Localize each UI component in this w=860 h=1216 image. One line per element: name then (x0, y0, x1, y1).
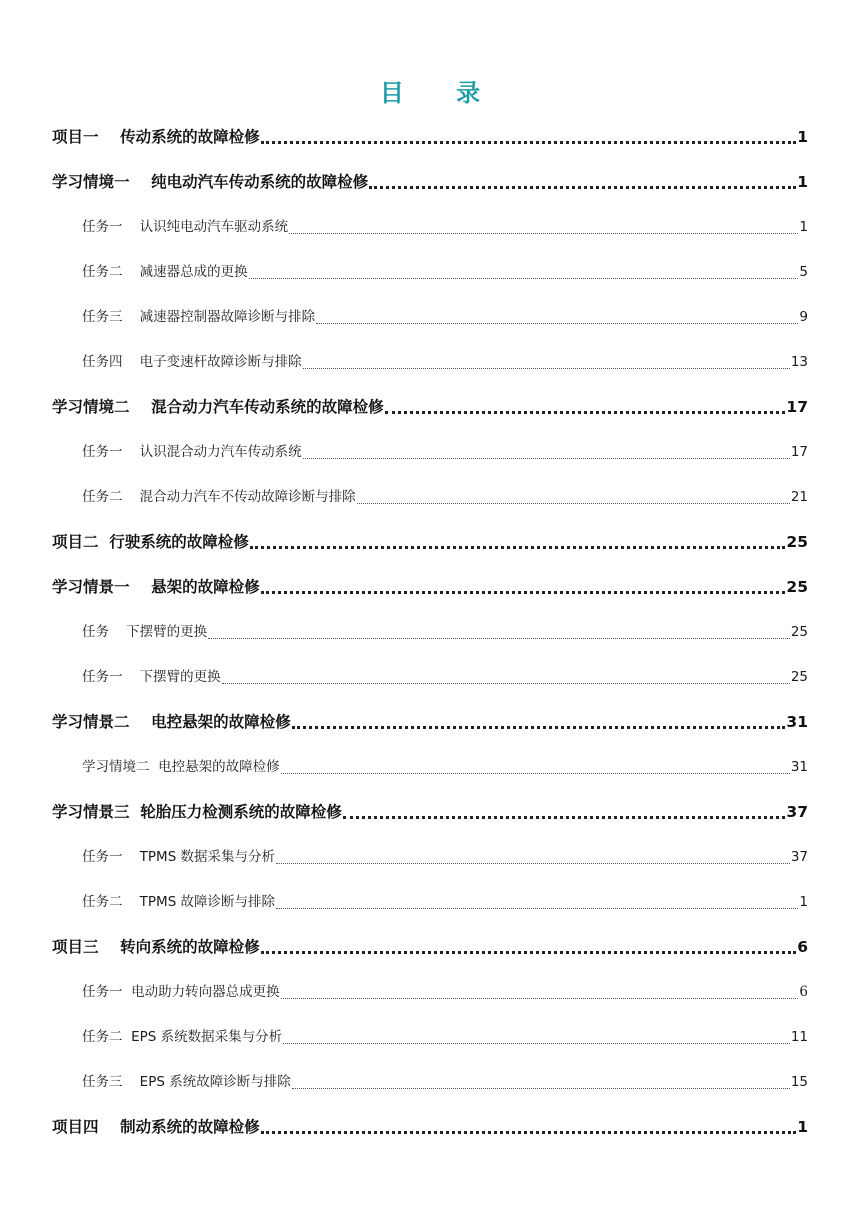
dot-leader (281, 772, 790, 774)
toc-entry-page-number: 25 (790, 669, 808, 685)
toc-entry-label: 学习情景二 电控悬架的故障检修 (52, 713, 291, 731)
dot-leader (222, 682, 790, 684)
toc-entry-label: 任务二 减速器总成的更换 (82, 264, 248, 280)
toc-entry-task[interactable] (52, 430, 808, 475)
toc-entry-project[interactable] (52, 925, 808, 970)
toc-entry-page-number: 25 (786, 578, 808, 596)
toc-entry-task[interactable] (52, 880, 808, 925)
dot-leader (276, 907, 798, 909)
toc-entry-page-number: 21 (790, 489, 808, 505)
dot-leader (250, 545, 786, 549)
toc-entry-task[interactable] (52, 655, 808, 700)
page-title: 目 录 (379, 79, 503, 107)
toc-entry-page-number: 1 (797, 128, 808, 146)
toc-entry-page-number: 37 (786, 803, 808, 821)
dot-leader (261, 590, 786, 594)
toc-entry-page-number: 1 (799, 219, 808, 235)
dot-leader (385, 410, 786, 414)
toc-entry-page-number: 37 (790, 849, 808, 865)
toc-entry-section[interactable] (52, 385, 808, 430)
toc-entry-section[interactable] (52, 160, 808, 205)
dot-leader (208, 637, 790, 639)
toc-entry-label: 学习情景一 悬架的故障检修 (52, 578, 260, 596)
toc-entry-label: 任务一 认识纯电动汽车驱动系统 (82, 219, 289, 235)
toc-entry-page-number: 9 (799, 309, 808, 325)
toc-entry-section[interactable] (52, 700, 808, 745)
toc-entry-page-number: 31 (786, 713, 808, 731)
toc-entry-page-number: 17 (790, 444, 808, 460)
toc-entry-label: 学习情境二 电控悬架的故障检修 (82, 759, 280, 775)
toc-entry-page-number: 15 (790, 1074, 808, 1090)
toc-entry-page-number: 17 (786, 398, 808, 416)
toc-entry-page-number: 1 (799, 894, 808, 910)
toc-entry-page-number: 5 (799, 264, 808, 280)
toc-entry-label: 任务一 下摆臂的更换 (82, 669, 221, 685)
dot-leader (281, 997, 799, 999)
dot-leader (261, 1130, 797, 1134)
toc-entry-task[interactable] (52, 835, 808, 880)
toc-entry-section[interactable] (52, 790, 808, 835)
dot-leader (303, 367, 790, 369)
toc-entry-task[interactable] (52, 250, 808, 295)
toc-entry-page-number: 31 (790, 759, 808, 775)
toc-entry-project[interactable] (52, 115, 808, 160)
toc-entry-label: 任务 下摆臂的更换 (82, 624, 208, 640)
toc-entry-page-number: 25 (786, 533, 808, 551)
toc-entry-label: 任务一 TPMS 数据采集与分析 (82, 849, 276, 865)
toc-entry-project[interactable] (52, 1105, 808, 1150)
toc-entry-project[interactable] (52, 520, 808, 565)
toc-entry-label: 学习情境二 混合动力汽车传动系统的故障检修 (52, 398, 384, 416)
dot-leader (289, 232, 798, 234)
toc-entry-section[interactable] (52, 565, 808, 610)
toc-entry-label: 任务三 EPS 系统故障诊断与排除 (82, 1074, 291, 1090)
dot-leader (276, 862, 790, 864)
toc-entry-task[interactable] (52, 475, 808, 520)
dot-leader (357, 502, 790, 504)
toc-entry-page-number: 13 (790, 354, 808, 370)
toc-entry-label: 任务一 电动助力转向器总成更换 (82, 984, 280, 1000)
dot-leader (261, 140, 797, 144)
toc-entry-label: 学习情景三 轮胎压力检测系统的故障检修 (52, 803, 342, 821)
dot-leader (369, 185, 796, 189)
toc-entry-label: 任务二 TPMS 故障诊断与排除 (82, 894, 276, 910)
toc-entry-label: 学习情境一 纯电动汽车传动系统的故障检修 (52, 173, 369, 191)
toc-entry-label: 任务四 电子变速杆故障诊断与排除 (82, 354, 302, 370)
toc-entry-task[interactable] (52, 1060, 808, 1105)
dot-leader (292, 1087, 790, 1089)
toc-entry-page-number: 6 (797, 938, 808, 956)
toc-entry-label: 项目三 转向系统的故障检修 (52, 938, 260, 956)
toc-entry-label: 任务二 混合动力汽车不传动故障诊断与排除 (82, 489, 356, 505)
toc-entry-task[interactable] (52, 1015, 808, 1060)
toc-entry-page-number: 6 (799, 984, 808, 1000)
toc-entry-label: 任务二 EPS 系统数据采集与分析 (82, 1029, 283, 1045)
dot-leader (303, 457, 790, 459)
dot-leader (316, 322, 798, 324)
toc-entry-task[interactable] (52, 970, 808, 1015)
dot-leader (292, 725, 786, 729)
dot-leader (249, 277, 799, 279)
dot-leader (261, 950, 797, 954)
toc-entry-task[interactable] (52, 745, 808, 790)
toc-entry-page-number: 1 (797, 173, 808, 191)
toc-entry-label: 项目一 传动系统的故障检修 (52, 128, 260, 146)
toc-entry-label: 项目二 行驶系统的故障检修 (52, 533, 249, 551)
toc-entry-page-number: 11 (790, 1029, 808, 1045)
toc-entry-label: 任务一 认识混合动力汽车传动系统 (82, 444, 302, 460)
toc-entry-page-number: 25 (790, 624, 808, 640)
toc-entry-task[interactable] (52, 295, 808, 340)
toc-entry-task[interactable] (52, 610, 808, 655)
dot-leader (343, 815, 786, 819)
toc-entry-label: 项目四 制动系统的故障检修 (52, 1118, 260, 1136)
table-of-contents (52, 115, 808, 1150)
toc-entry-label: 任务三 减速器控制器故障诊断与排除 (82, 309, 316, 325)
dot-leader (283, 1042, 790, 1044)
toc-entry-task[interactable] (52, 340, 808, 385)
toc-entry-task[interactable] (52, 205, 808, 250)
toc-entry-page-number: 1 (797, 1118, 808, 1136)
